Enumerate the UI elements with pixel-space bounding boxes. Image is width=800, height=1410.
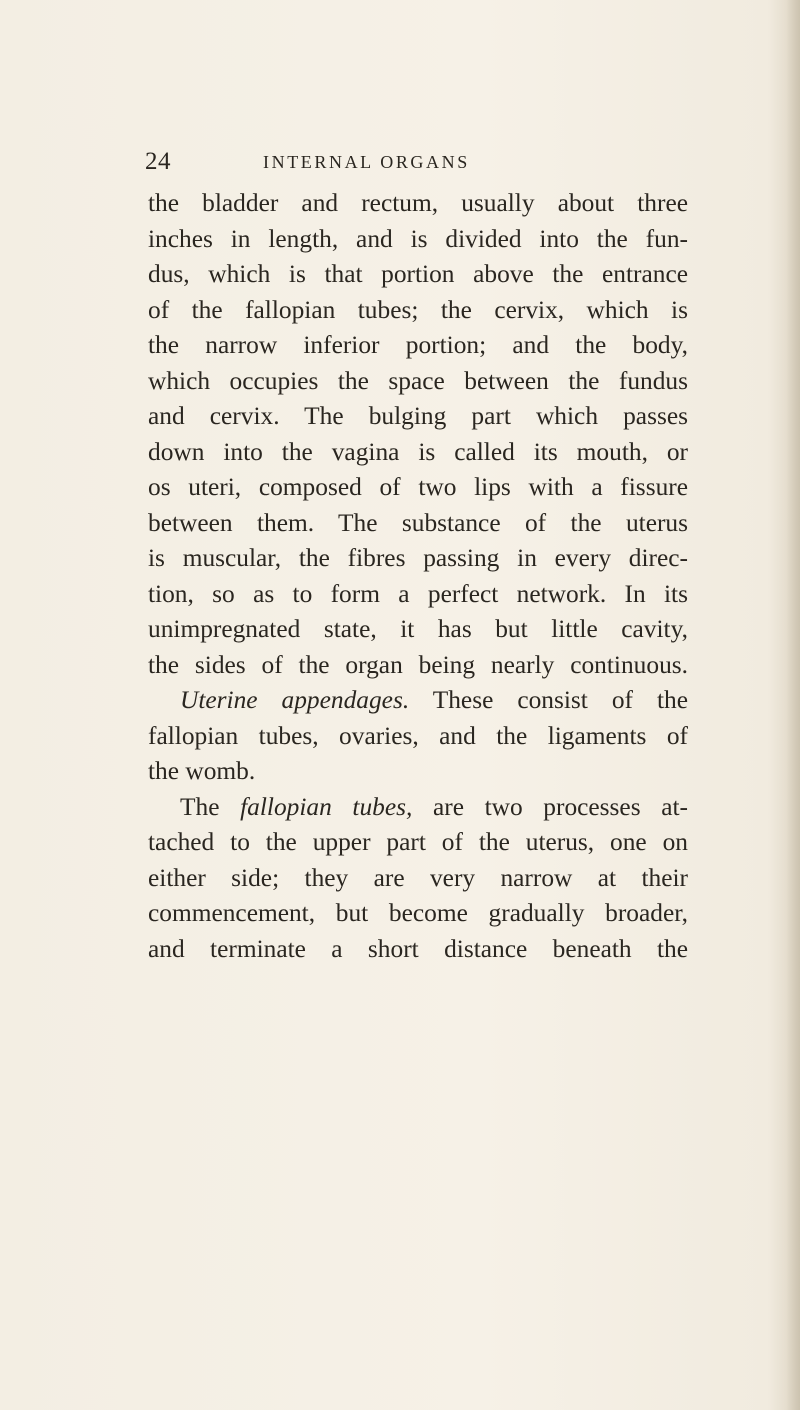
running-head [145,148,665,178]
uterine-appendages-line [148,683,688,719]
text-line: either side; they are very narrow at their [148,863,688,892]
text-line: unimpregnated state, it has but little cavity, [148,615,688,643]
text-fragment: These consist of the [409,686,688,714]
page-edge-shadow [786,0,800,1410]
text-line: down into the vagina is called its mouth, or [148,437,688,466]
text-line: is muscular, the fibres passing in every direc- [148,544,688,572]
body-text [148,186,688,967]
text-line: the narrow inferior portion; and the body, [148,331,688,359]
fallopian-tubes-line [148,790,688,826]
text-line: the womb. [148,757,256,785]
text-line: dus, which is that portion above the entrance [148,260,688,288]
text-line: which occupies the space between the fundus [148,366,688,395]
text-line: and terminate a short distance beneath the [148,934,688,963]
text-fragment: The [180,792,241,821]
text-line: and cervix. The bulging part which passes [148,402,688,430]
text-line: inches in length, and is divided into the fun- [148,224,688,253]
text-line: the sides of the organ being nearly continuous. [148,650,688,679]
text-line: tion, so as to form a perfect network. In its [148,579,688,608]
text-line: the bladder and rectum, usually about three [148,189,688,217]
text-line: between them. The substance of the uterus [148,508,688,537]
text-line: tached to the upper part of the uterus, one on [148,828,688,856]
text-line: fallopian tubes, ovaries, and the ligaments of [148,721,688,750]
running-title: INTERNAL ORGANS [263,152,470,172]
uterine-appendages-heading: Uterine appendages. [180,686,410,714]
fallopian-tubes-term: fallopian tubes, [240,792,413,821]
text-line: of the fallopian tubes; the cervix, which is [148,295,688,324]
text-line: commencement, but become gradually broader, [148,899,688,927]
text-line: os uteri, composed of two lips with a fissure [148,473,688,501]
page-number: 24 [145,148,171,175]
text-fragment: are two processes at- [412,792,688,821]
